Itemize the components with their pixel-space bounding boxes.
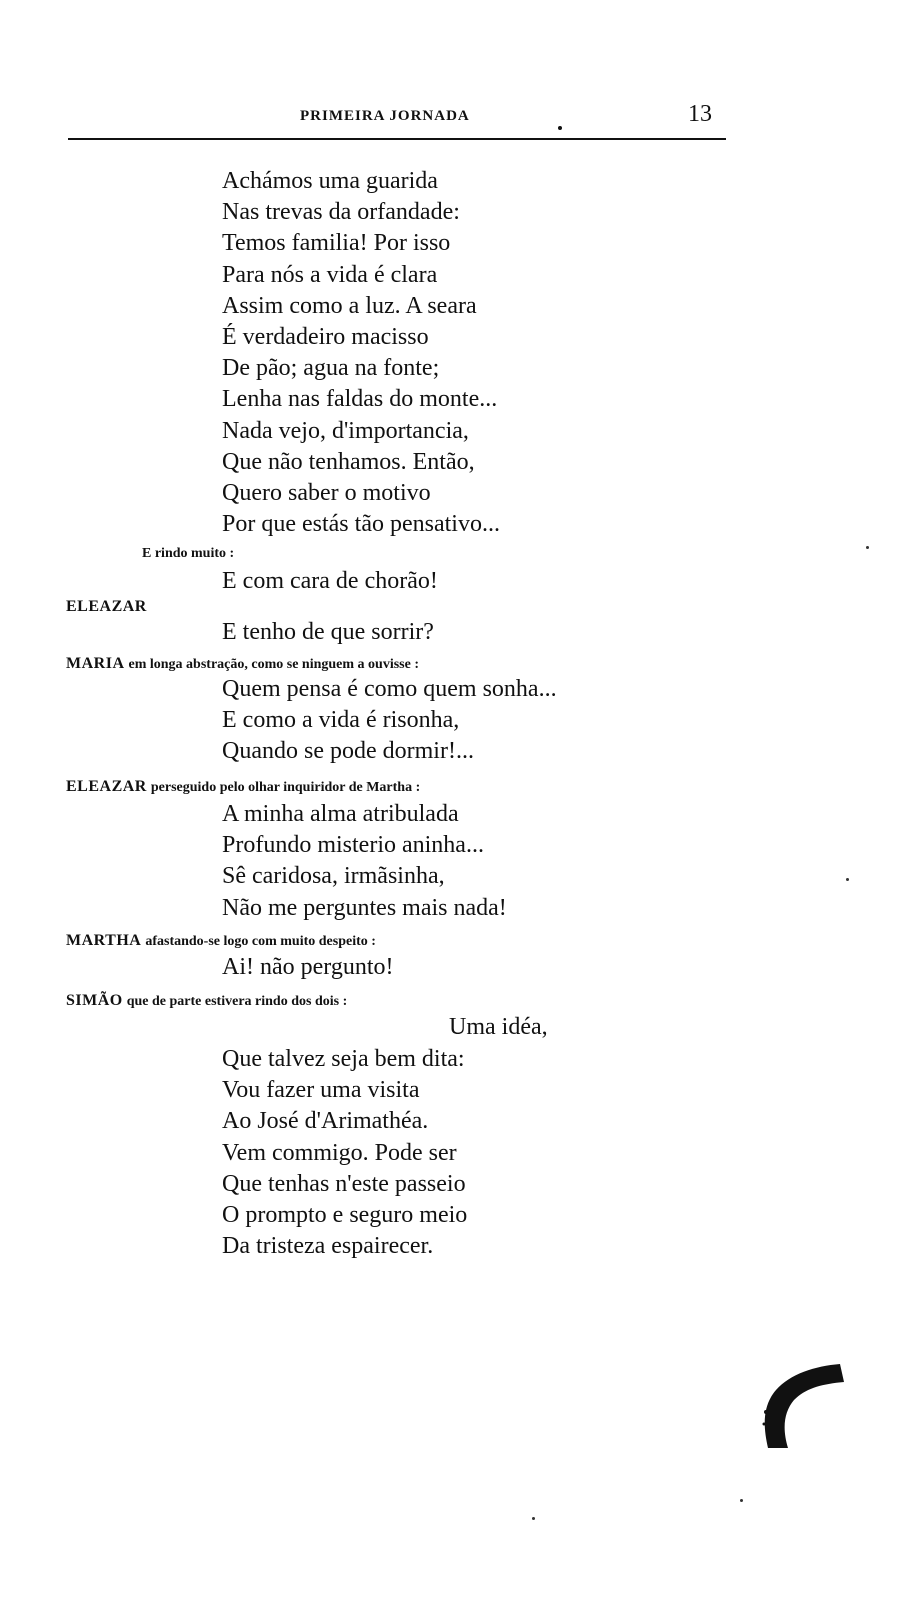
speaker-name: SIMÃO	[66, 992, 123, 1009]
verse-line: Uma idéa,	[449, 1014, 548, 1040]
verse-line: Vem commigo. Pode ser	[222, 1139, 457, 1166]
verse-line: Assim como a luz. A seara	[222, 292, 477, 319]
verse-block-5	[0, 799, 900, 924]
verse-line: E como a vida é risonha,	[222, 707, 460, 734]
scan-speck	[866, 546, 869, 549]
verse-line: Que não tenhamos. Então,	[222, 448, 475, 475]
verse-line: Que tenhas n'este passeio	[222, 1170, 466, 1197]
verse-line: Não me perguntes mais nada!	[222, 894, 507, 921]
verse-line: Profundo misterio aninha...	[222, 832, 484, 859]
stage-direction-block	[0, 543, 900, 565]
verse-line: E tenho de que sorrir?	[222, 619, 434, 645]
speaker-line	[0, 929, 900, 954]
speaker-direction: afastando-se logo com muito despeito :	[145, 934, 376, 949]
speaker-line	[0, 989, 900, 1014]
verse-block-6	[0, 952, 900, 983]
speaker-line	[0, 595, 900, 619]
scan-speck	[846, 878, 849, 881]
speaker-direction: em longa abstração, como se ninguem a ouvisse :	[128, 657, 419, 672]
verse-line: Sê caridosa, irmãsinha,	[222, 863, 445, 890]
verse-line: O prompto e seguro meio	[222, 1202, 468, 1229]
verse-block-3	[0, 617, 900, 648]
verse-line: Por que estás tão pensativo...	[222, 511, 500, 538]
speaker-block-eleazar-1	[0, 595, 900, 619]
verse-line: Quero saber o motivo	[222, 480, 431, 507]
verse-line: Que talvez seja bem dita:	[222, 1046, 465, 1072]
verse-line: E com cara de chorão!	[222, 568, 438, 594]
header-dot	[558, 126, 562, 130]
speaker-block-martha	[0, 929, 900, 954]
scan-speck	[740, 1499, 743, 1502]
verse-line: Achámos uma guarida	[222, 168, 438, 194]
header-rule	[68, 138, 726, 140]
speaker-name: MARTHA	[66, 932, 142, 949]
ink-blot-mark	[760, 1362, 850, 1452]
verse-line: Ai! não pergunto!	[222, 954, 394, 980]
verse-block-8	[0, 1044, 900, 1262]
speaker-line	[0, 775, 900, 800]
verse-line: Quando se pode dormir!...	[222, 738, 474, 765]
speaker-block-eleazar-2	[0, 775, 900, 800]
verse-block-2	[0, 566, 900, 597]
verse-block-7	[0, 1012, 900, 1043]
verse-line: Da tristeza espairecer.	[222, 1233, 434, 1260]
verse-line: Quem pensa é como quem sonha...	[222, 676, 557, 702]
verse-line: Para nós a vida é clara	[222, 261, 438, 288]
speaker-block-simao	[0, 989, 900, 1014]
speaker-direction: que de parte estivera rindo dos dois :	[126, 994, 348, 1009]
verse-line: Temos familia! Por isso	[222, 230, 451, 257]
verse-line: Vou fazer uma visita	[222, 1077, 420, 1104]
speaker-name: ELEAZAR	[66, 598, 147, 615]
speaker-name: MARIA	[66, 655, 125, 672]
verse-line: A minha alma atribulada	[222, 801, 459, 827]
verse-line: De pão; agua na fonte;	[222, 355, 440, 382]
page-number: 13	[688, 101, 712, 127]
verse-block-1	[0, 166, 900, 540]
verse-line: Nada vejo, d'importancia,	[222, 417, 469, 444]
verse-line: Lenha nas faldas do monte...	[222, 386, 498, 413]
verse-block-4	[0, 674, 900, 768]
speaker-name: ELEAZAR	[66, 778, 147, 795]
scan-speck	[532, 1517, 535, 1520]
verse-line: É verdadeiro macisso	[222, 324, 429, 351]
verse-line: Nas trevas da orfandade:	[222, 199, 460, 226]
running-header-title: PRIMEIRA JORNADA	[300, 108, 470, 124]
speaker-direction: perseguido pelo olhar inquiridor de Martha :	[150, 780, 421, 795]
stage-direction: E rindo muito :	[142, 546, 235, 561]
verse-line: Ao José d'Arimathéa.	[222, 1108, 429, 1135]
